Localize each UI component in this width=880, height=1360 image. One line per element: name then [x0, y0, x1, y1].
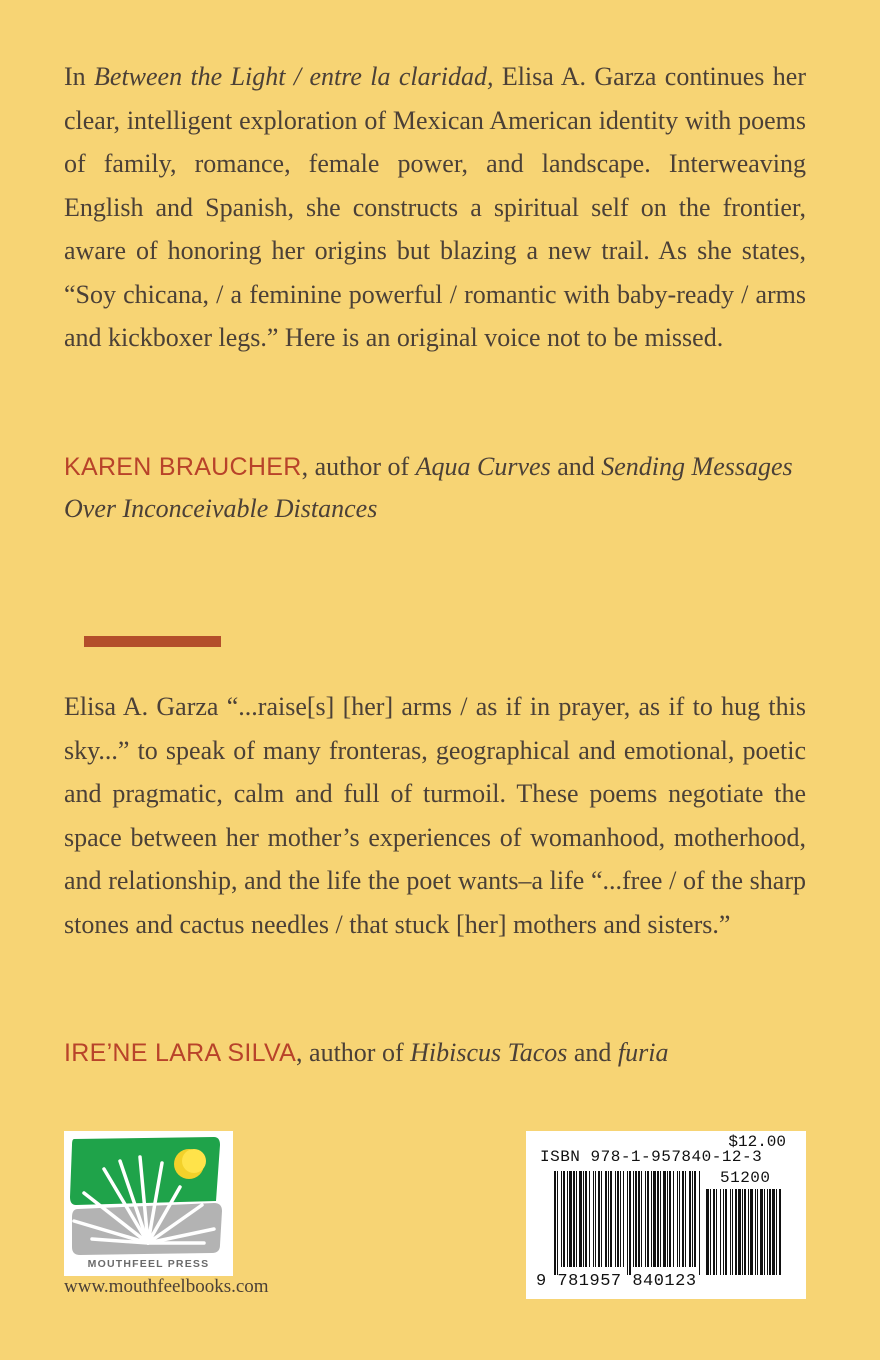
reviewer-work: Aqua Curves	[415, 452, 551, 481]
price-code: 51200	[720, 1169, 771, 1187]
reviewer-work: Hibiscus Tacos	[410, 1038, 568, 1067]
isbn-barcode	[526, 1131, 806, 1299]
review-2-body: Elisa A. Garza “...raise[s] [her] arms / as if in prayer, as if to hug this sky...” to speak of many fronteras, geographical and emotional, poetic and pragmatic, calm and full of turmoil. These poems negotiate the space between her mother’s experiences of womanhood, motherhood, and relationship, and the life the poet wants–a life “...free / of the sharp stones and cactus needles / that stuck [her] mothers and sisters.”	[64, 692, 806, 939]
agave-sun-icon	[64, 1131, 233, 1259]
attribution-prefix: , author of	[296, 1038, 411, 1067]
attribution-conjunction: and	[567, 1038, 618, 1067]
reviewer-work: furia	[617, 1038, 669, 1067]
reviewer-work: Sending Messages Over Inconceivable Distances	[64, 452, 793, 523]
attribution-prefix: , author of	[301, 452, 416, 481]
ean-digits: 9 781957 840123	[536, 1272, 697, 1291]
review-2-text	[64, 685, 806, 946]
review-1-text	[64, 55, 806, 360]
publisher-name: MOUTHFEEL PRESS	[87, 1258, 210, 1270]
price-label: $12.00	[728, 1133, 786, 1151]
review-2-attribution	[64, 1032, 806, 1074]
divider-rule	[84, 636, 221, 647]
review-1-lead: In	[64, 62, 95, 91]
reviewer-name: KAREN BRAUCHER	[64, 453, 302, 481]
reviewer-name: IRE’NE LARA SILVA	[64, 1039, 297, 1067]
isbn-label: ISBN 978-1-957840-12-3	[540, 1148, 763, 1166]
book-title: Between the Light / entre la claridad,	[94, 62, 494, 91]
attribution-conjunction: and	[550, 452, 602, 481]
addon-bars	[706, 1189, 784, 1275]
ean-bars	[554, 1171, 702, 1275]
review-1-attribution	[64, 446, 806, 530]
publisher-url[interactable]: www.mouthfeelbooks.com	[64, 1276, 269, 1297]
publisher-logo	[64, 1131, 233, 1276]
review-1-body: Elisa A. Garza continues her clear, intelligent exploration of Mexican American identity with poems of family, romance, female power, and landscape. Interweaving English and Spanish, she constructs a spiritual self on the frontier, aware of honoring her origins but blazing a new trail. As she states, “Soy chicana, / a feminine powerful / romantic with baby-ready / arms and kickboxer legs.” Here is an original voice not to be missed.	[64, 62, 806, 352]
